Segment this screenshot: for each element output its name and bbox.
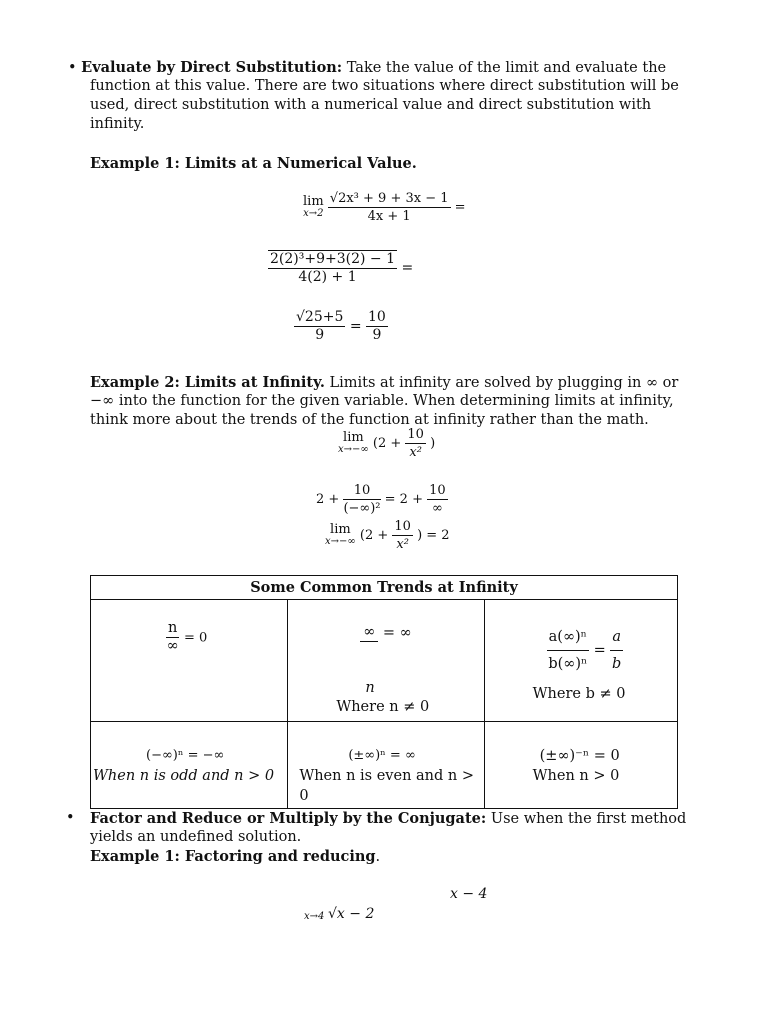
section1-heading: Evaluate by Direct Substitution — [81, 59, 337, 76]
lim-operator — [325, 521, 356, 548]
eq-pre: (2 + — [372, 436, 402, 451]
fraction — [166, 620, 179, 655]
table-title: Some Common Trends at Infinity — [91, 576, 678, 600]
example2-eq3 — [325, 518, 450, 553]
trend-expr: (±∞)ⁿ = ∞ — [348, 748, 416, 763]
eq3-numerator-right: 10 — [368, 309, 386, 325]
eq2-equals: = — [401, 260, 414, 276]
eq-denominator-right: ∞ — [431, 501, 443, 516]
condition-line2: 0 — [299, 788, 309, 804]
eq-numerator-right: 10 — [429, 483, 446, 498]
example1-label — [90, 154, 417, 174]
section2-text-1: Use when the first method — [486, 811, 687, 827]
eq-numerator-left: 10 — [343, 482, 380, 500]
section2-example — [90, 847, 380, 867]
eq-numerator: 10 — [407, 427, 424, 442]
eq-numerator: 10 — [394, 519, 411, 534]
eq-fraction — [392, 518, 413, 553]
example2-label: Example 2: Limits at Infinity. — [90, 374, 325, 391]
eq3-denominator-right: 9 — [372, 327, 382, 343]
bullet: • — [66, 810, 75, 826]
condition: Where b ≠ 0 — [532, 686, 626, 702]
section2-heading-line — [90, 809, 686, 829]
fraction-right — [610, 624, 623, 677]
section1-text-2: function at this value. There are two situations where direct substitution will be — [90, 78, 679, 94]
eq-pre: (2 + — [359, 528, 389, 543]
lim-text: lim — [343, 429, 364, 445]
section1-text-4: infinity. — [90, 116, 145, 132]
eq1-numerator: √2x³ + 9 + 3x − 1 — [329, 191, 449, 206]
eq3-denominator-left: 9 — [315, 327, 325, 343]
section1-text-3: used, direct substitution with a numerical value and direct substitution with — [90, 97, 652, 113]
numerator: ∞ — [360, 624, 378, 642]
eq1-denominator: 4x + 1 — [367, 209, 411, 224]
eq-fraction-right — [427, 482, 448, 517]
section2-example-label: Example 1 — [90, 848, 175, 865]
example2-text-3: think more about the trends of the function at infinity rather than the math. — [90, 412, 649, 428]
section1-line1 — [68, 58, 666, 78]
trend-inf-over-n — [360, 624, 411, 642]
eq2-fraction — [258, 250, 397, 286]
lim-text: lim — [303, 193, 324, 209]
variable-n: n — [365, 680, 375, 696]
lim-subscript: x→2 — [303, 207, 324, 219]
numerator-right: a — [610, 624, 623, 651]
eq-post: ) = 2 — [417, 528, 450, 543]
example2-eq2 — [316, 482, 448, 517]
lim-text: lim — [330, 521, 351, 537]
eq-denominator: x² — [409, 445, 422, 460]
fraction — [360, 624, 378, 642]
lim-operator — [338, 429, 369, 456]
table-cell-r1c3 — [484, 600, 677, 722]
eq-fraction — [405, 426, 426, 461]
fraction-left — [547, 624, 589, 677]
section2-eq-numerator: x − 4 — [450, 886, 488, 902]
denominator-left: b(∞)ⁿ — [548, 656, 588, 672]
example2-text-2: −∞ into the function for the given variable. When determining limits at infinity, — [90, 393, 674, 409]
example2-text-1: Limits at infinity are solved by plugging in ∞ or — [324, 375, 679, 391]
numerator: n — [168, 620, 178, 636]
eq-denominator: x² — [396, 537, 409, 552]
eq2-numerator: 2(2)³+9+3(2) − 1 — [270, 251, 395, 267]
table-cell-r1c1 — [91, 600, 288, 722]
section2-example-rest: : Factoring and reducing — [174, 848, 376, 865]
section2-heading: Factor and Reduce or Multiply by the Conjugate: — [90, 810, 487, 827]
equals-inf: = ∞ — [382, 625, 412, 641]
condition: When n > 0 — [532, 768, 620, 784]
table-cell-r2c2 — [288, 722, 484, 809]
equals: = — [593, 642, 606, 659]
eq3-fraction-right — [366, 309, 388, 344]
condition-line1: When n is even and n > — [299, 768, 474, 784]
lim-subscript: x→−∞ — [338, 443, 369, 455]
section1-text-1: Take the value of the limit and evaluate the — [342, 60, 667, 76]
trend-expr: (−∞)ⁿ = −∞ — [146, 748, 225, 763]
bullet: • — [68, 60, 77, 76]
equals-zero: = 0 — [183, 630, 208, 646]
denominator: ∞ — [166, 638, 179, 654]
condition: When n is odd and n > 0 — [93, 768, 275, 784]
lim-operator — [303, 193, 324, 220]
denominator-right: b — [612, 656, 622, 672]
eq-mid: = 2 + — [384, 492, 423, 507]
table-cell-r2c3 — [484, 722, 677, 809]
section2-eq-subscript: x→4 — [304, 911, 325, 922]
section2-text-2: yields an undefined solution. — [90, 829, 302, 845]
trend-ratio — [547, 624, 623, 677]
table-cell-r1c2 — [288, 600, 484, 722]
eq-post: ) — [430, 436, 436, 451]
lim-subscript: x→−∞ — [325, 535, 356, 547]
eq3-equals: = — [349, 318, 362, 335]
eq-denominator-left: (−∞)² — [343, 501, 381, 516]
section2-eq-denominator — [328, 906, 374, 922]
example1-eq3 — [294, 309, 388, 344]
denominator-text: √x − 2 — [328, 906, 375, 922]
example1-eq2 — [258, 250, 413, 286]
section2-example-dot: . — [375, 849, 381, 865]
table-cell-r2c1 — [91, 722, 288, 809]
eq1-fraction — [328, 190, 451, 225]
section2-line1 — [66, 809, 75, 828]
example1-label-text: Example 1: Limits at a Numerical Value. — [90, 155, 417, 172]
example2-eq1 — [338, 426, 435, 461]
trends-table — [90, 575, 678, 809]
eq3-numerator-left: √25+5 — [296, 309, 344, 325]
section1-colon: : — [336, 59, 343, 76]
eq-fraction-left — [343, 482, 380, 517]
example2-line1 — [90, 373, 678, 393]
eq2-denominator: 4(2) + 1 — [298, 269, 357, 285]
eq1-equals: = — [454, 200, 466, 215]
condition: Where n ≠ 0 — [336, 699, 430, 715]
trend-n-over-inf — [166, 620, 207, 655]
example1-eq1 — [303, 190, 466, 225]
numerator-left: a(∞)ⁿ — [547, 624, 589, 651]
trend-expr: (±∞)⁻ⁿ = 0 — [539, 748, 620, 764]
eq-pre: 2 + — [316, 492, 340, 507]
eq3-fraction-left — [294, 309, 345, 344]
